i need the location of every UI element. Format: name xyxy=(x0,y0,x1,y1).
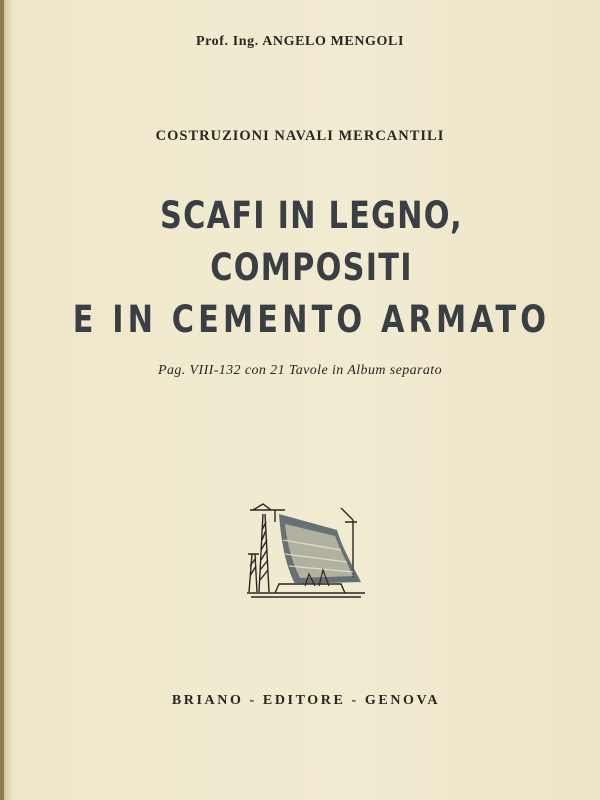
author-line: Prof. Ing. ANGELO MENGOLI xyxy=(195,34,405,49)
pagination-note: Pag. VIII-132 con 21 Tavole in Album separato xyxy=(158,363,442,378)
shipyard-crane-hull-icon xyxy=(245,500,367,602)
book-title xyxy=(54,190,569,346)
book-spine-edge xyxy=(0,0,4,800)
book-title-line-1: SCAFI IN LEGNO, COMPOSITI xyxy=(160,194,463,289)
publisher-line: BRIANO - EDITORE - GENOVA xyxy=(171,693,441,708)
series-title: COSTRUZIONI NAVALI MERCANTILI xyxy=(155,128,445,144)
book-title-line-2: E IN CEMENTO ARMATO xyxy=(72,298,551,341)
